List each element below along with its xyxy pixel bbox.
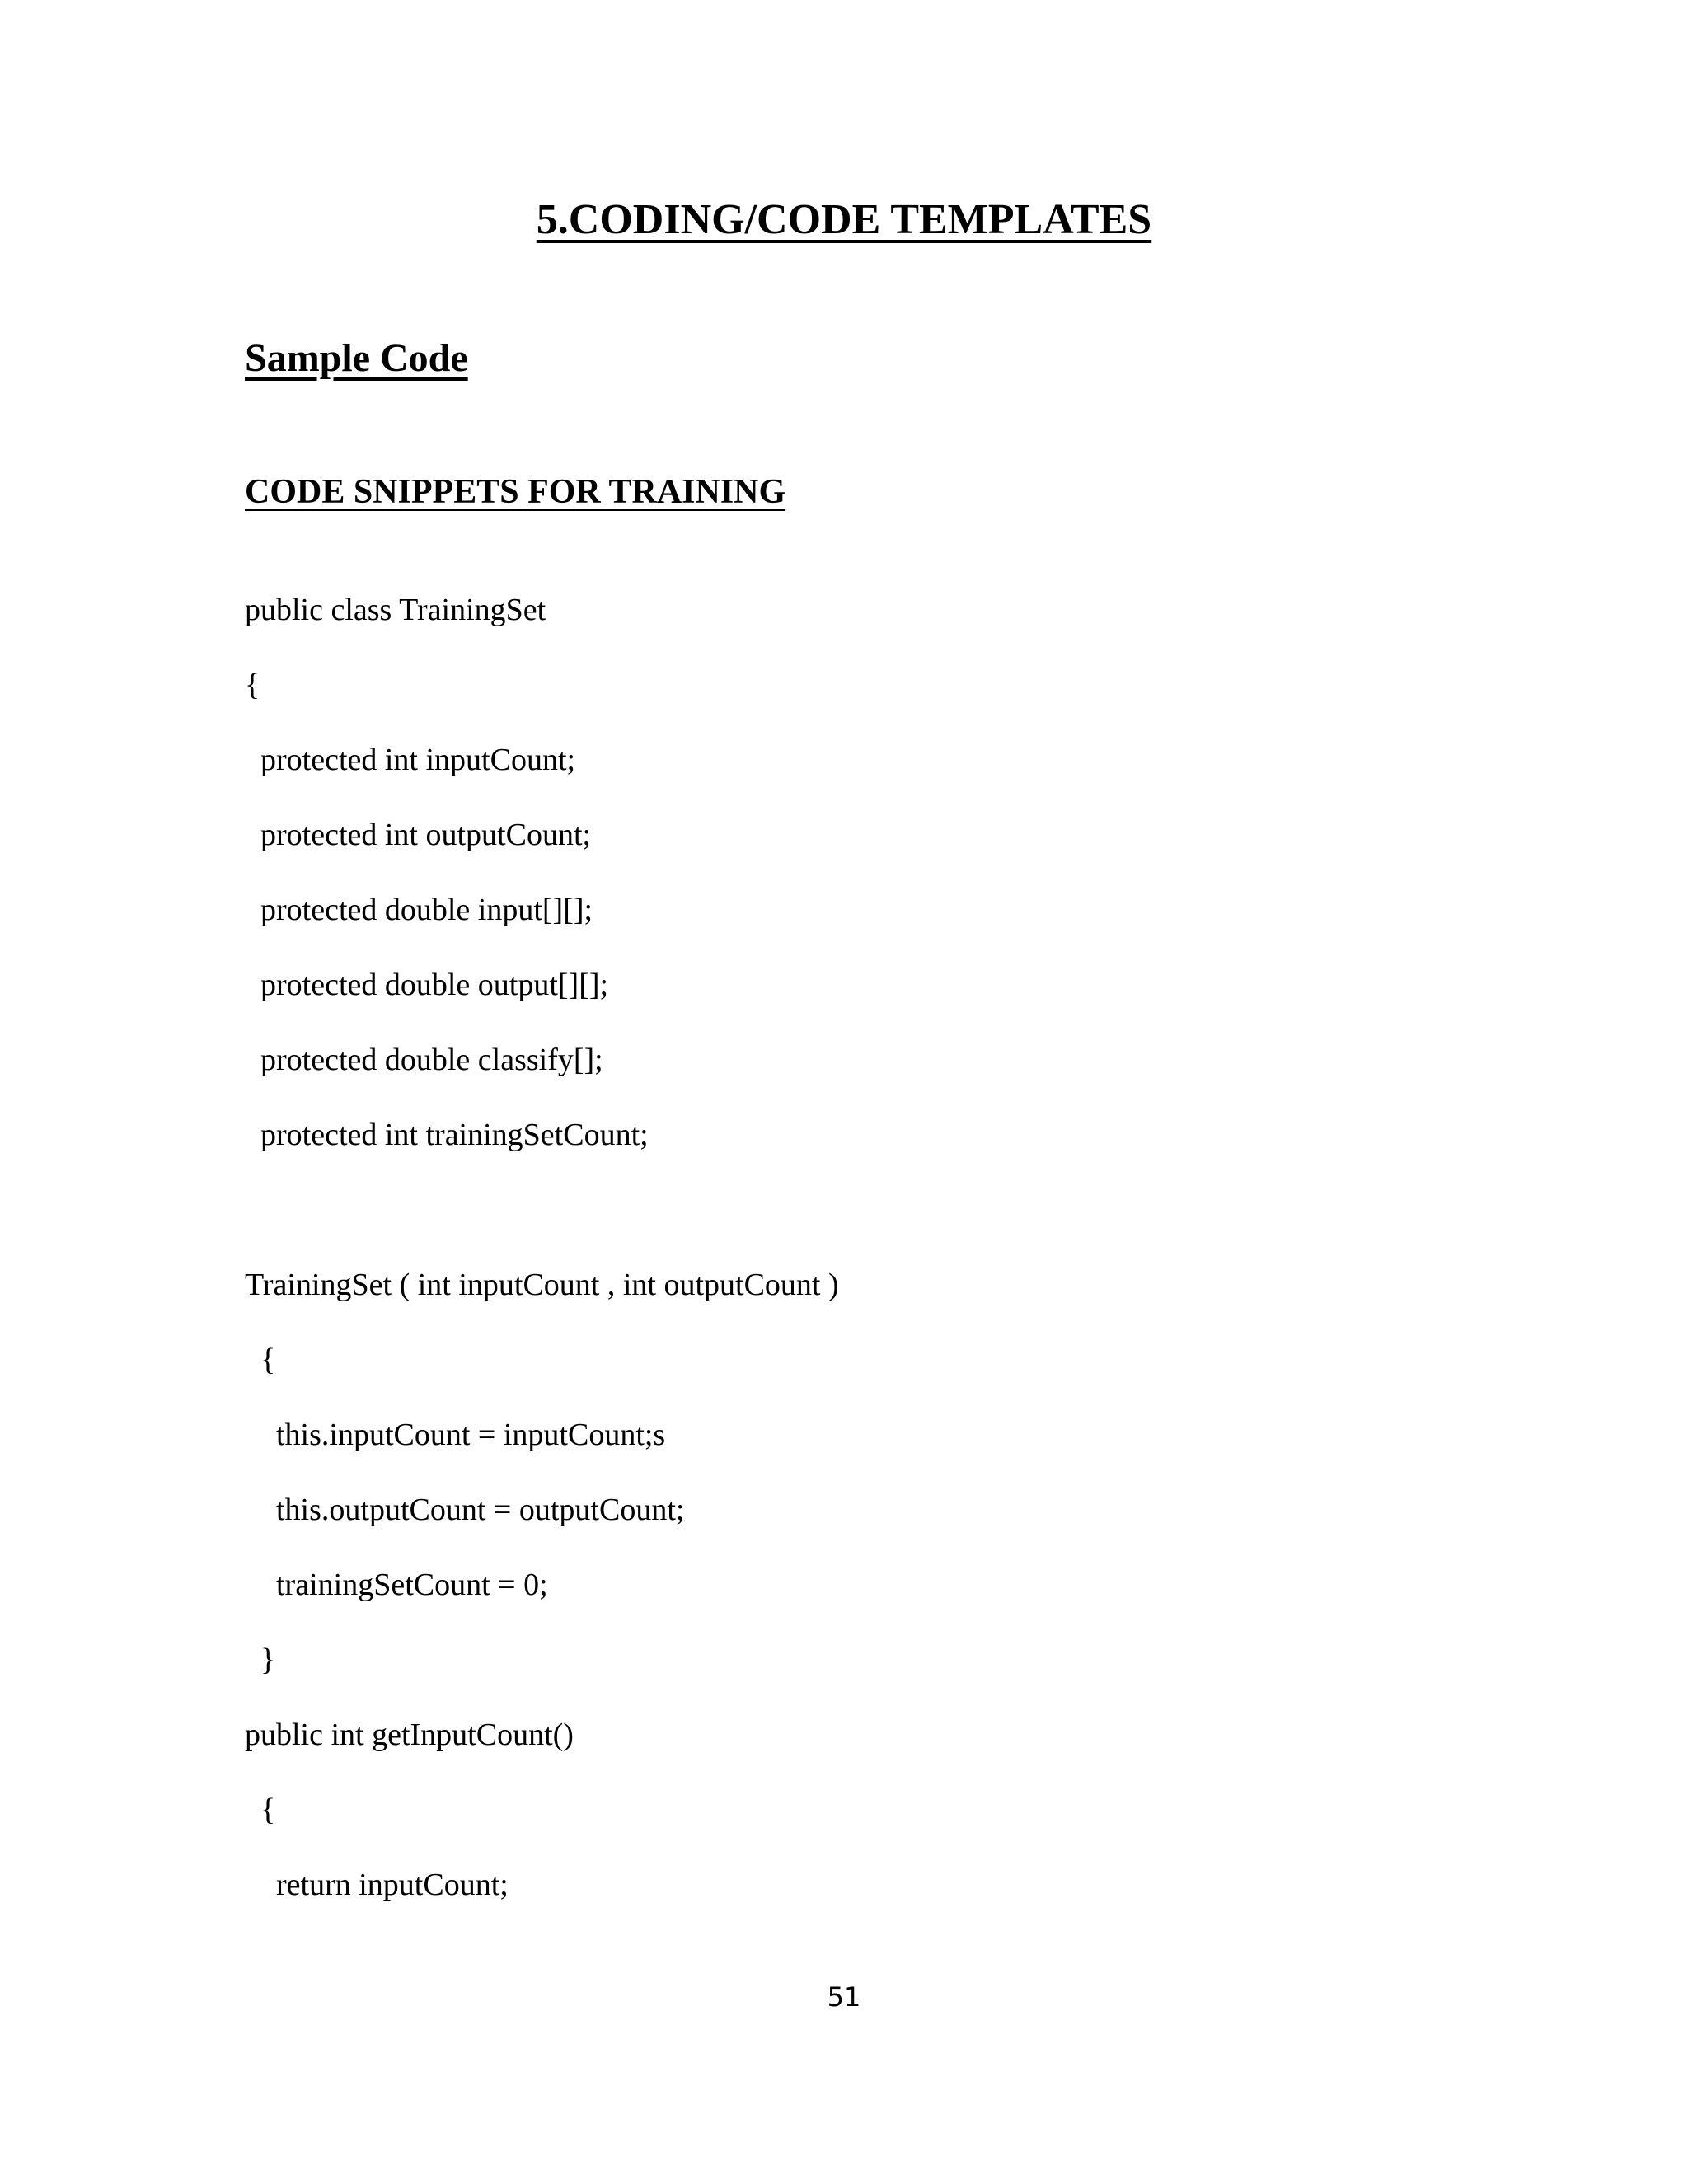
- code-line: {: [245, 1343, 276, 1377]
- code-line: this.inputCount = inputCount;s: [245, 1418, 666, 1452]
- code-line: }: [245, 1643, 276, 1677]
- chapter-title: 5.CODING/CODE TEMPLATES: [536, 196, 1152, 243]
- code-line: public class TrainingSet: [245, 593, 546, 627]
- code-line: trainingSetCount = 0;: [245, 1568, 548, 1602]
- code-blank-line: [245, 1192, 1564, 1267]
- code-line: protected int inputCount;: [245, 743, 576, 777]
- code-line: return inputCount;: [245, 1868, 509, 1902]
- code-line: protected double input[][];: [245, 893, 593, 927]
- code-line: protected double classify[];: [245, 1043, 603, 1077]
- code-line: protected int outputCount;: [245, 818, 592, 852]
- code-line: public int getInputCount(): [245, 1718, 574, 1752]
- code-line: protected int trainingSetCount;: [245, 1118, 649, 1152]
- subsection-heading: CODE SNIPPETS FOR TRAINING: [245, 473, 786, 511]
- code-snippet: [245, 592, 1564, 1942]
- code-line: TrainingSet ( int inputCount , int outputCount ): [245, 1268, 839, 1302]
- page-number: 51: [827, 1981, 861, 2013]
- code-line: {: [245, 1793, 276, 1827]
- code-line: this.outputCount = outputCount;: [245, 1493, 685, 1527]
- code-line: protected double output[][];: [245, 968, 609, 1002]
- code-line: {: [245, 668, 260, 702]
- section-heading: Sample Code: [245, 336, 468, 380]
